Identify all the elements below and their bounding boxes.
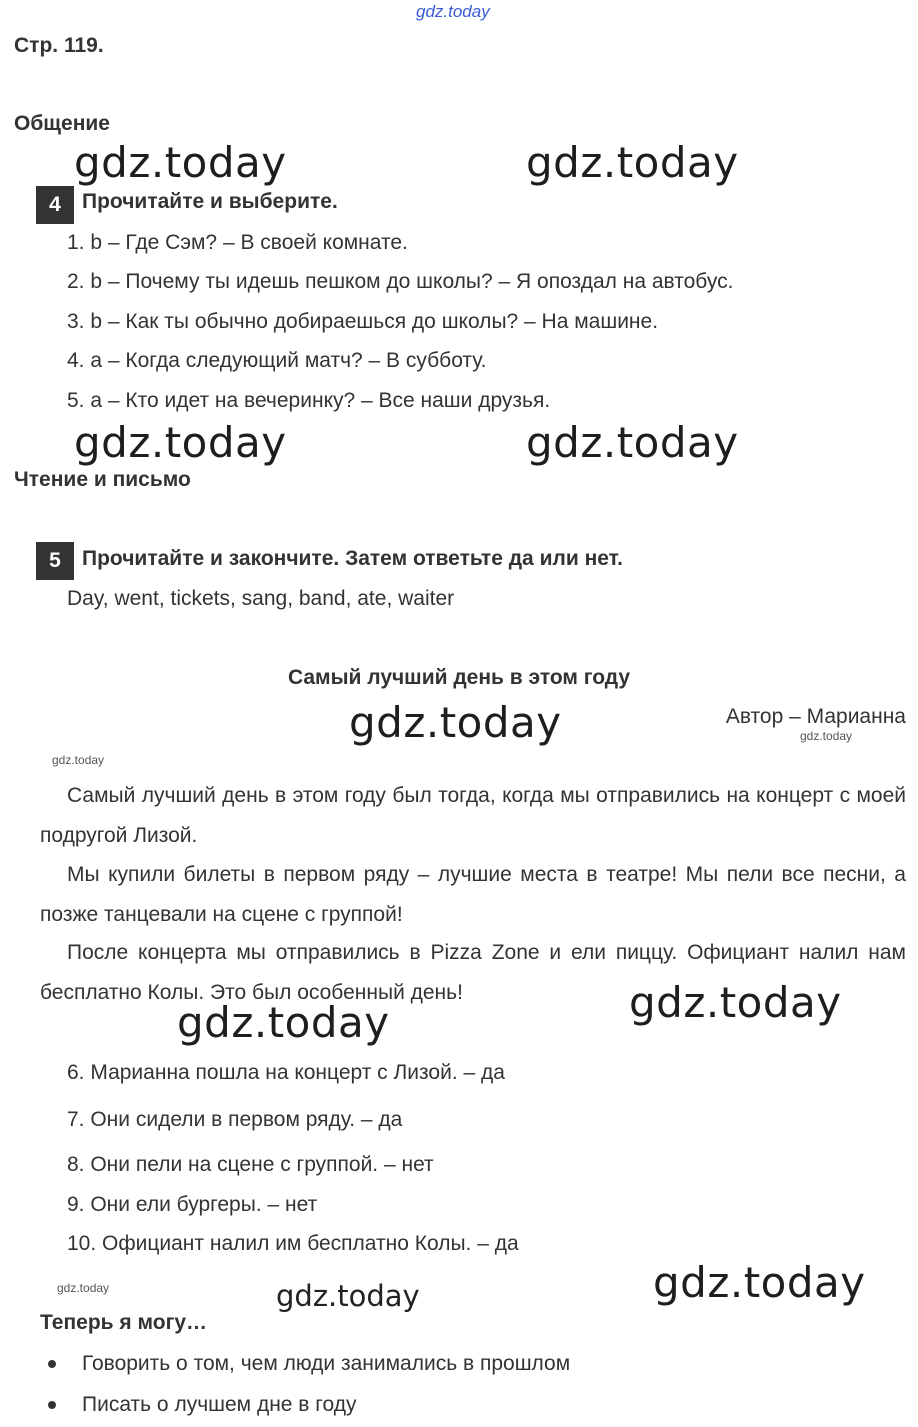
answer-item: 10. Официант налил им бесплатно Колы. – да: [67, 1232, 519, 1255]
watermark-large: gdz.today: [629, 978, 842, 1027]
list-item: 4. a – Когда следующий матч? – В субботу.: [67, 349, 487, 372]
answer-item: 9. Они ели бургеры. – нет: [67, 1193, 318, 1216]
list-item: 1. b – Где Сэм? – В своей комнате.: [67, 231, 408, 254]
section-heading-communication: Общение: [14, 112, 110, 135]
watermark-large: gdz.today: [526, 138, 739, 187]
exercise-number-badge: 5: [36, 542, 74, 580]
watermark-large: gdz.today: [349, 698, 562, 747]
watermark-large: gdz.today: [74, 418, 287, 467]
page-reference: Стр. 119.: [14, 34, 104, 57]
section-heading-reading-writing: Чтение и письмо: [14, 468, 191, 491]
answer-item: 7. Они сидели в первом ряду. – да: [67, 1108, 403, 1131]
answer-item: 6. Марианна пошла на концерт с Лизой. – да: [67, 1061, 505, 1084]
watermark-top: gdz.today: [416, 2, 490, 21]
watermark-small: gdz.today: [800, 729, 853, 743]
word-bank: Day, went, tickets, sang, band, ate, waiter: [67, 587, 455, 610]
exercise-title: Прочитайте и выберите.: [82, 190, 338, 213]
watermark-large: gdz.today: [74, 138, 287, 187]
story-paragraph: Мы купили билеты в первом ряду – лучшие места в театре! Мы пели все песни, а позже танцевали на сцене с группой!: [40, 863, 906, 926]
watermark-small: gdz.today: [57, 1281, 110, 1295]
story-title: Самый лучший день в этом году: [287, 666, 631, 689]
watermark-large: gdz.today: [177, 998, 390, 1047]
answer-item: 8. Они пели на сцене с группой. – нет: [67, 1153, 434, 1176]
watermark-small: gdz.today: [52, 753, 105, 767]
exercise-title: Прочитайте и закончите. Затем ответьте да или нет.: [82, 547, 623, 570]
list-item: 5. a – Кто идет на вечеринку? – Все наши друзья.: [67, 389, 551, 412]
list-item: 2. b – Почему ты идешь пешком до школы? – Я опоздал на автобус.: [67, 270, 734, 293]
bullet-dot: [48, 1360, 56, 1368]
story-paragraph: Самый лучший день в этом году был тогда, когда мы отправились на концерт с моей подругой Лизой.: [40, 784, 906, 847]
bullet-dot: [48, 1401, 56, 1409]
now-i-can-heading: Теперь я могу…: [40, 1311, 207, 1334]
bullet-item: Писать о лучшем дне в году: [82, 1393, 357, 1416]
list-item: 3. b – Как ты обычно добираешься до школы? – На машине.: [67, 310, 659, 333]
watermark-large: gdz.today: [526, 418, 739, 467]
bullet-item: Говорить о том, чем люди занимались в прошлом: [82, 1352, 571, 1375]
story-paragraph: После концерта мы отправились в Pizza Zone и ели пиццу. Официант налил нам бесплатно Колы. Это был особенный день!: [40, 941, 906, 1004]
watermark-medium: gdz.today: [276, 1279, 420, 1313]
watermark-large: gdz.today: [653, 1258, 866, 1307]
exercise-number-badge: 4: [36, 186, 74, 224]
story-author: Автор – Марианна: [725, 705, 906, 728]
